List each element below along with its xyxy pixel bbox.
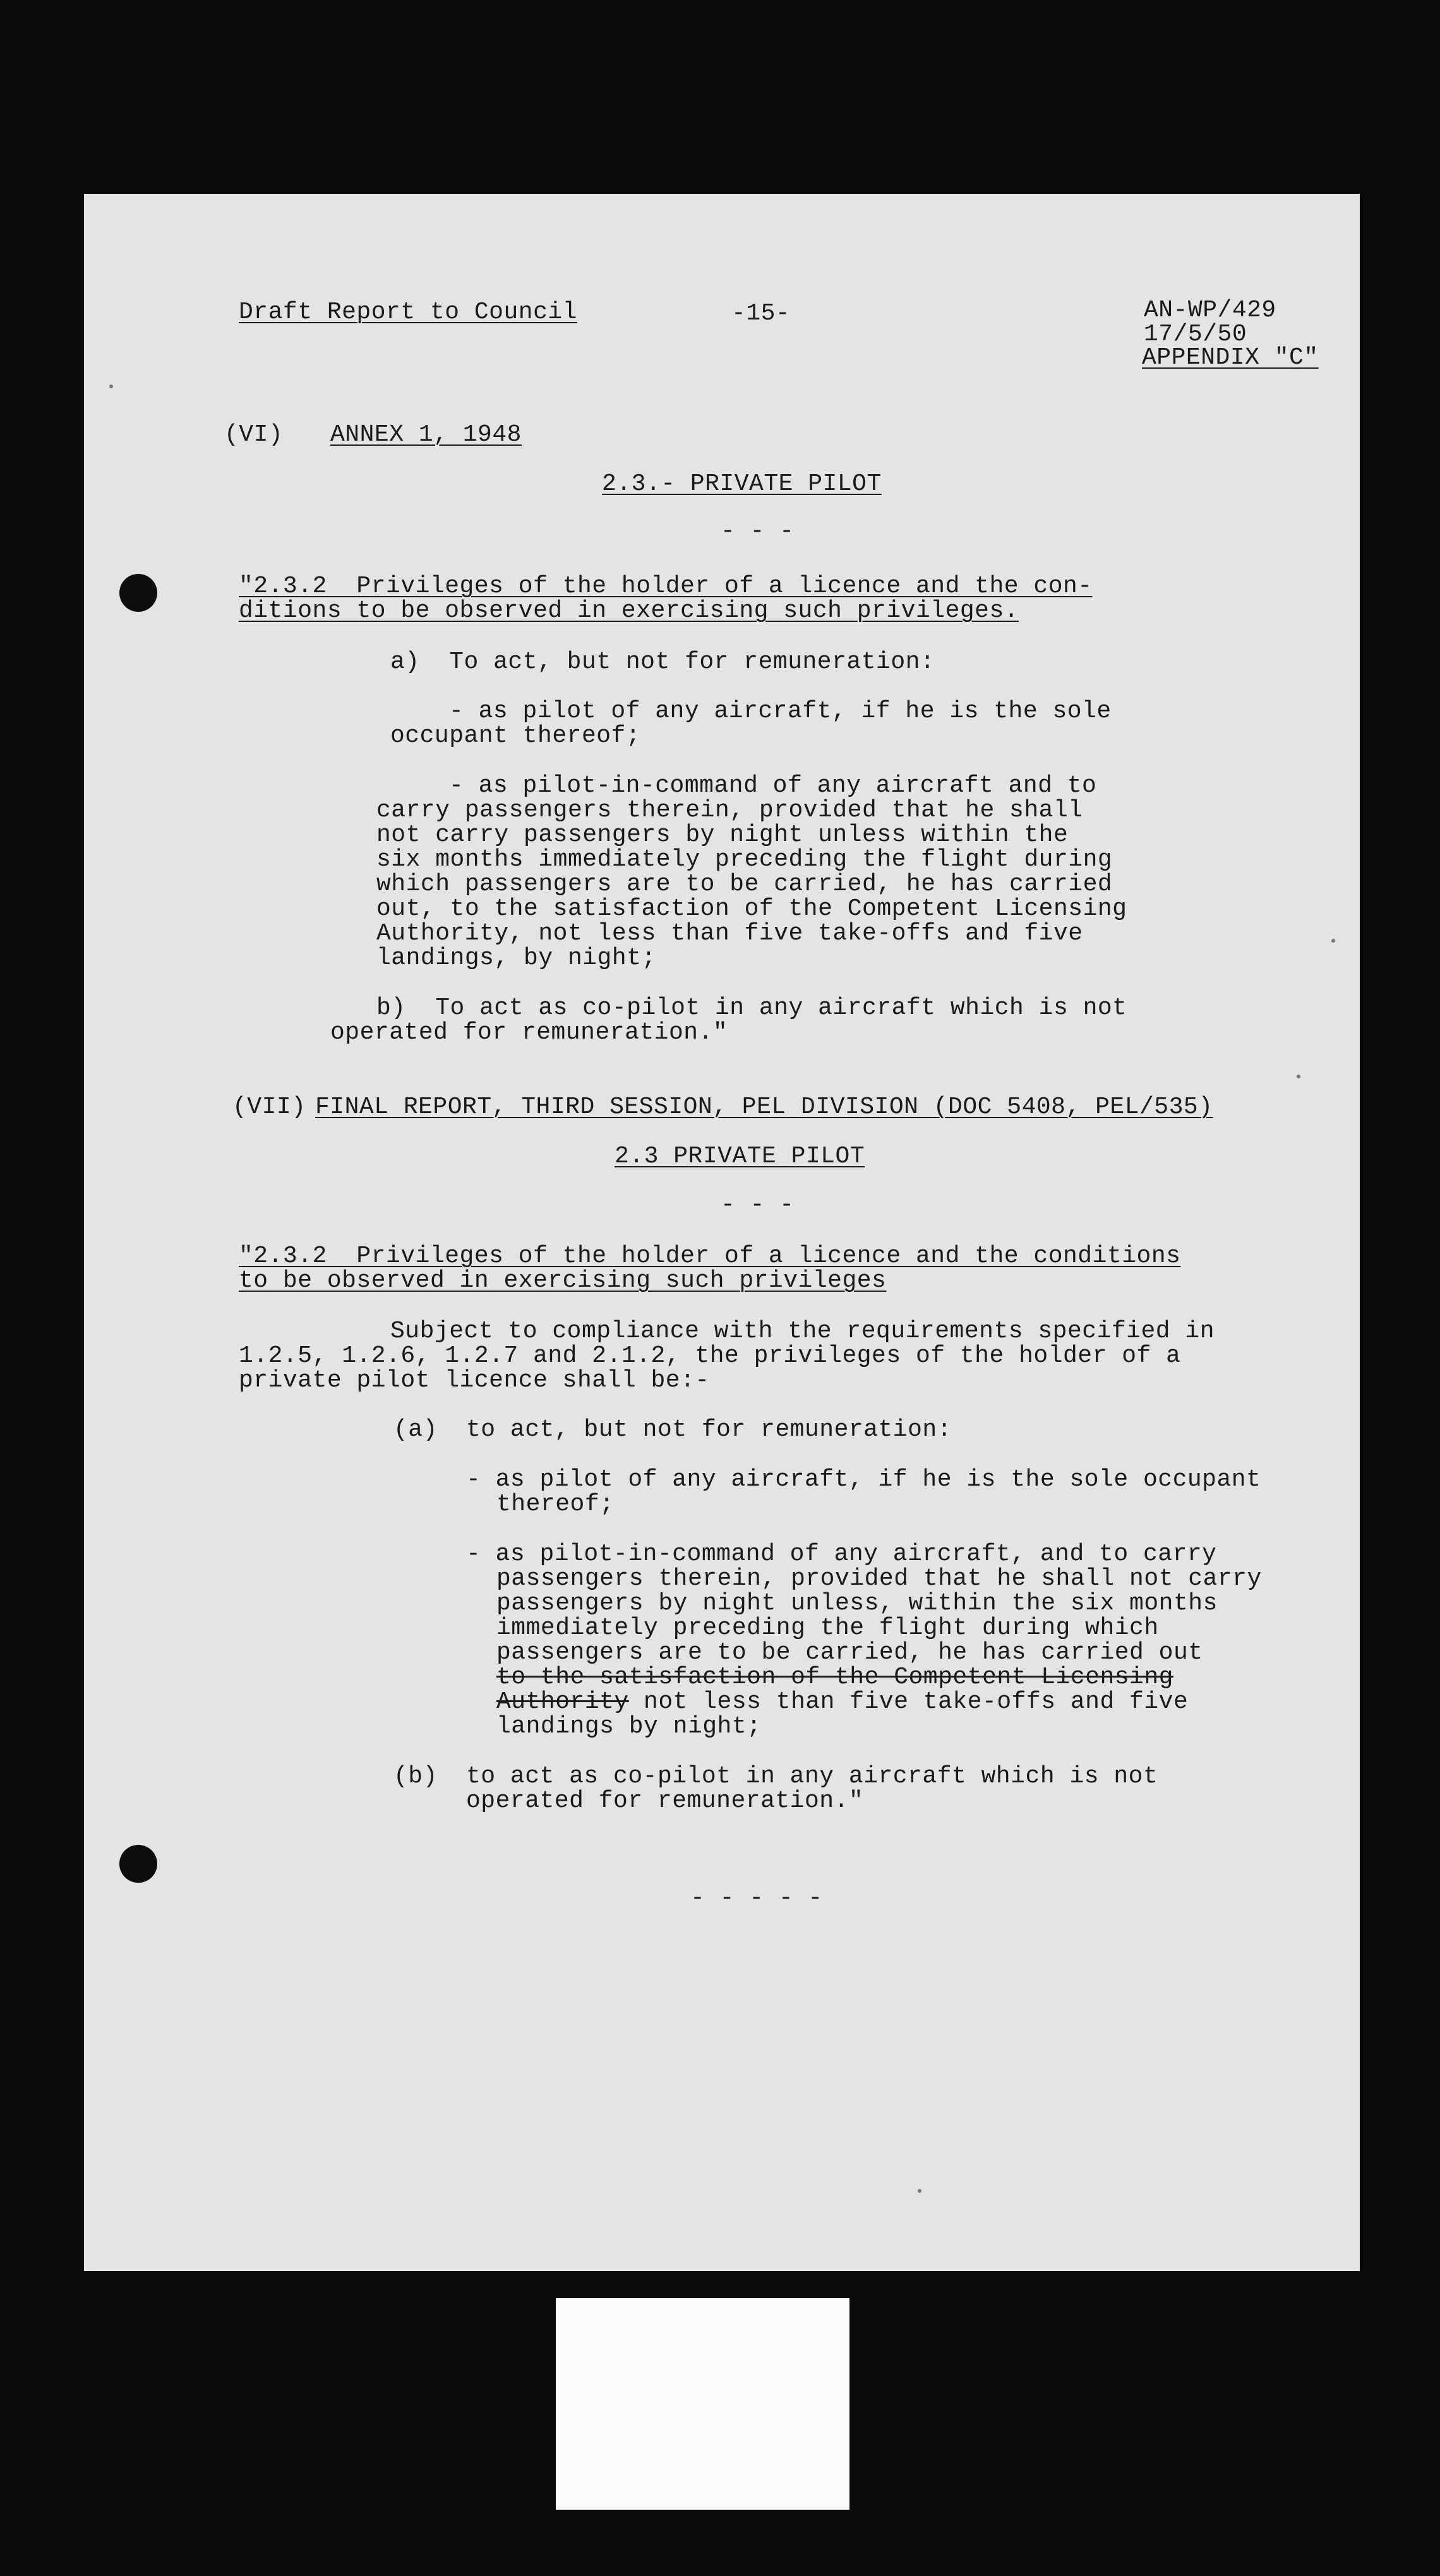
section-vii-numeral: (VII) xyxy=(232,1094,306,1121)
section-vii-a2-struck-line: to the satisfaction of the Competent Licensing xyxy=(496,1664,1173,1691)
appendix-label: APPENDIX "C" xyxy=(1142,344,1319,371)
section-vii-heading-line2: to be observed in exercising such privileges xyxy=(239,1267,887,1294)
section-vi-a2-line6: out, to the satisfaction of the Competent Licensing xyxy=(376,895,1127,922)
section-vi-a1-line2: occupant thereof; xyxy=(390,722,641,749)
section-vi-a1-line1: - as pilot of any aircraft, if he is the sole xyxy=(449,698,1112,725)
section-vii-intro-line3: private pilot licence shall be:- xyxy=(239,1367,710,1394)
section-vii-item-a-text: to act, but not for remuneration: xyxy=(466,1416,952,1443)
section-vii-heading-line1: "2.3.2 Privileges of the holder of a licence and the conditions xyxy=(239,1243,1181,1270)
section-vii-divider: - - - xyxy=(721,1191,795,1219)
section-vii-item-b-label: (b) xyxy=(393,1763,438,1790)
section-vi-a2-line5: which passengers are to be carried, he has carried xyxy=(376,871,1113,898)
section-vi-item-a: a) To act, but not for remuneration: xyxy=(390,648,935,676)
scan-target-card xyxy=(556,2298,849,2510)
section-vii-a2-struck-word: Authority xyxy=(496,1688,629,1715)
section-vi-a2-line2: carry passengers therein, provided that he shall xyxy=(376,797,1083,824)
punch-hole-bottom xyxy=(119,1845,157,1883)
section-vi-a2-line8: landings, by night; xyxy=(376,945,656,972)
paper-speck xyxy=(1331,939,1335,943)
section-vii-a1-line1: - as pilot of any aircraft, if he is the sole occupant xyxy=(466,1466,1261,1493)
section-vi-a2-line1: - as pilot-in-command of any aircraft and to xyxy=(449,772,1097,799)
section-vi-heading-line2: ditions to be observed in exercising such privileges. xyxy=(239,597,1019,624)
section-vii-intro-line2: 1.2.5, 1.2.6, 1.2.7 and 2.1.2, the privileges of the holder of a xyxy=(239,1342,1181,1369)
section-vi-heading-line1: "2.3.2 Privileges of the holder of a licence and the con- xyxy=(239,573,1093,600)
section-vi-item-b-line2: operated for remuneration." xyxy=(330,1019,728,1046)
section-vi-subtitle: 2.3.- PRIVATE PILOT xyxy=(602,470,882,498)
section-vii-a2-line5: passengers are to be carried, he has carried out xyxy=(496,1639,1203,1666)
section-vi-a2-line3: not carry passengers by night unless within the xyxy=(376,821,1069,849)
paper-speck xyxy=(1297,1075,1300,1078)
document-reference: AN-WP/429 xyxy=(1144,297,1276,324)
page-number: -15- xyxy=(731,300,791,327)
document-page xyxy=(84,194,1360,2271)
section-vii-item-b-line2: operated for remuneration." xyxy=(466,1787,864,1815)
section-vii-item-a-label: (a) xyxy=(393,1416,438,1443)
header-title: Draft Report to Council xyxy=(239,299,577,326)
paper-speck xyxy=(109,385,113,388)
section-vi-item-b-line1: b) To act as co-pilot in any aircraft which is not xyxy=(376,994,1127,1022)
section-vii-a2-line2: passengers therein, provided that he shall not carry xyxy=(496,1565,1262,1592)
section-vii-title: FINAL REPORT, THIRD SESSION, PEL DIVISION (DOC 5408, PEL/535) xyxy=(315,1094,1213,1121)
section-vii-intro-line1: Subject to compliance with the requirements specified in xyxy=(390,1318,1215,1345)
section-vii-subtitle: 2.3 PRIVATE PILOT xyxy=(615,1143,865,1170)
section-vii-a2-line4: immediately preceding the flight during which xyxy=(496,1614,1159,1642)
section-vi-a2-line4: six months immediately preceding the flight during xyxy=(376,846,1113,873)
section-vii-a1-line2: thereof; xyxy=(496,1491,615,1518)
section-vii-a2-line6-rest: not less than five take-offs and five xyxy=(628,1688,1189,1715)
document-date: 17/5/50 xyxy=(1144,321,1247,348)
section-vi-title: ANNEX 1, 1948 xyxy=(330,421,522,448)
section-vi-numeral: (VI) xyxy=(224,421,284,448)
section-vi-divider: - - - xyxy=(721,518,795,545)
section-vi-a2-line7: Authority, not less than five take-offs and five xyxy=(376,920,1083,947)
section-vii-item-b-line1: to act as co-pilot in any aircraft which is not xyxy=(466,1763,1158,1790)
section-vii-a2-line7: landings by night; xyxy=(496,1713,762,1740)
punch-hole-top xyxy=(119,574,157,612)
section-vii-a2-line1: - as pilot-in-command of any aircraft, and to carry xyxy=(466,1541,1217,1568)
end-divider: - - - - - xyxy=(690,1885,823,1912)
paper-speck xyxy=(918,2189,921,2193)
section-vii-a2-line3: passengers by night unless, within the six months xyxy=(496,1590,1218,1617)
section-vii-a2-line6 xyxy=(496,1690,1188,1715)
